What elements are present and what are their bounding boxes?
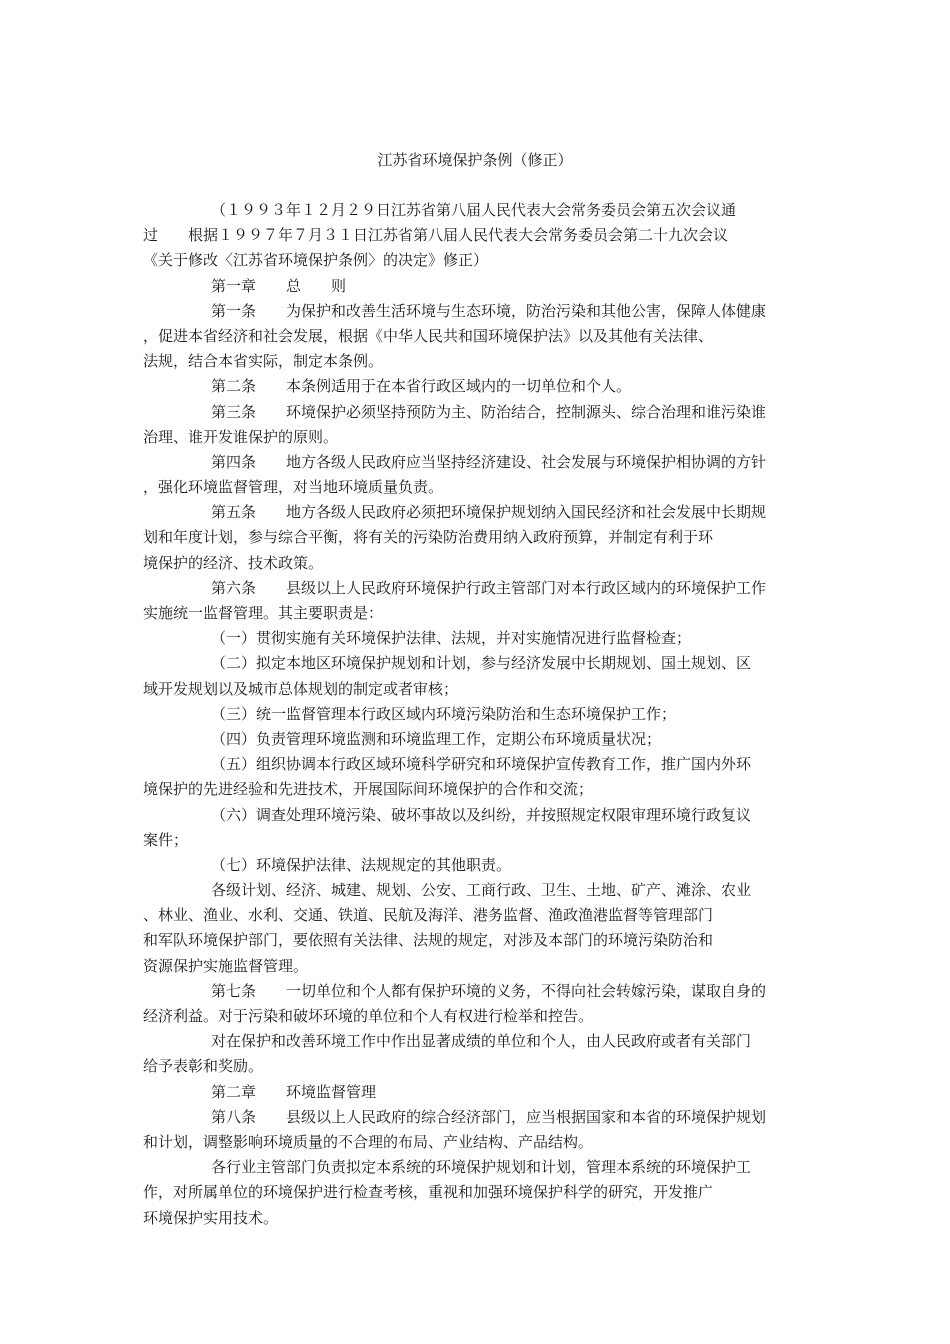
text-line: 对在保护和改善环境工作中作出显著成绩的单位和个人，由人民政府或者有关部门: [211, 1032, 752, 1051]
text-line: 环境保护实用技术。: [143, 1208, 279, 1227]
text-line: 第一条 为保护和改善生活环境与生态环境，防治污染和其他公害，保障人体健康: [211, 301, 767, 320]
text-line: 和计划，调整影响环境质量的不合理的布局、产业结构、产品结构。: [143, 1132, 594, 1151]
text-line: 、林业、渔业、水利、交通、铁道、民航及海洋、港务监督、渔政渔港监督等管理部门: [143, 906, 714, 925]
text-line: 第四条 地方各级人民政府应当坚持经济建设、社会发展与环境保护相协调的方针: [211, 452, 767, 471]
text-line: 划和年度计划，参与综合平衡，将有关的污染防治费用纳入政府预算，并制定有利于环: [143, 528, 714, 547]
text-line: 境保护的先进经验和先进技术，开展国际间环境保护的合作和交流；: [143, 780, 594, 799]
text-line: ，促进本省经济和社会发展，根据《中华人民共和国环境保护法》以及其他有关法律、: [143, 326, 714, 345]
text-line: 各行业主管部门负责拟定本系统的环境保护规划和计划，管理本系统的环境保护工: [211, 1158, 752, 1177]
text-line: （二）拟定本地区环境保护规划和计划，参与经济发展中长期规划、国土规划、区: [211, 654, 752, 673]
text-line: 第三条 环境保护必须坚持预防为主、防治结合，控制源头、综合治理和谁污染谁: [211, 402, 767, 421]
text-line: 法规，结合本省实际，制定本条例。: [143, 352, 384, 371]
document-title: 江苏省环境保护条例（修正）: [377, 151, 573, 169]
text-line: 实施统一监督管理。其主要职责是：: [143, 604, 384, 622]
text-line: 第五条 地方各级人民政府必须把环境保护规划纳入国民经济和社会发展中长期规: [211, 503, 767, 522]
text-line: （四）负责管理环境监测和环境监理工作，定期公布环境质量状况；: [211, 729, 662, 748]
text-line: （１９９３年１２月２９日江苏省第八届人民代表大会常务委员会第五次会议通: [211, 201, 737, 219]
text-line: 经济利益。对于污染和破坏环境的单位和个人有权进行检举和控告。: [143, 1007, 594, 1025]
text-line: 《关于修改〈江苏省环境保护条例〉的决定》修正）: [143, 251, 489, 270]
text-line: 第一章 总 则: [211, 276, 347, 295]
text-line: 给予表彰和奖励。: [143, 1057, 264, 1076]
text-line: 域开发规划以及城市总体规划的制定或者审核；: [143, 679, 459, 698]
text-line: （一）贯彻实施有关环境保护法律、法规，并对实施情况进行监督检查；: [211, 629, 692, 648]
text-line: 治理、谁开发谁保护的原则。: [143, 427, 339, 446]
text-line: （三）统一监督管理本行政区域内环境污染防治和生态环境保护工作；: [211, 704, 677, 723]
text-line: （六）调查处理环境污染、破坏事故以及纠纷，并按照规定权限审理环境行政复议: [211, 805, 752, 824]
text-line: 第八条 县级以上人民政府的综合经济部门，应当根据国家和本省的环境保护规划: [211, 1107, 767, 1126]
text-line: 第六条 县级以上人民政府环境保护行政主管部门对本行政区域内的环境保护工作: [211, 578, 767, 597]
text-line: 和军队环境保护部门，要依照有关法律、法规的规定，对涉及本部门的环境污染防治和: [143, 931, 714, 950]
text-line: （五）组织协调本行政区域环境科学研究和环境保护宣传教育工作，推广国内外环: [211, 755, 752, 774]
text-line: 境保护的经济、技术政策。: [143, 553, 324, 572]
document-body: [143, 198, 843, 1231]
text-line: 作，对所属单位的环境保护进行检查考核，重视和加强环境保护科学的研究，开发推广: [143, 1183, 714, 1202]
text-line: （七）环境保护法律、法规规定的其他职责。: [211, 855, 512, 874]
text-line: 案件；: [143, 830, 189, 849]
text-line: 第二条 本条例适用于在本省行政区域内的一切单位和个人。: [211, 377, 632, 396]
text-line: 各级计划、经济、城建、规划、公安、工商行政、卫生、土地、矿产、滩涂、农业: [211, 881, 752, 900]
text-line: ，强化环境监督管理，对当地环境质量负责。: [143, 478, 444, 497]
text-line: 过 根据１９９７年７月３１日江苏省第八届人民代表大会常务委员会第二十九次会议: [143, 226, 729, 245]
text-line: 第七条 一切单位和个人都有保护环境的义务，不得向社会转嫁污染，谋取自身的: [211, 981, 767, 1000]
text-line: 第二章 环境监督管理: [211, 1082, 377, 1101]
text-line: 资源保护实施监督管理。: [143, 956, 309, 975]
